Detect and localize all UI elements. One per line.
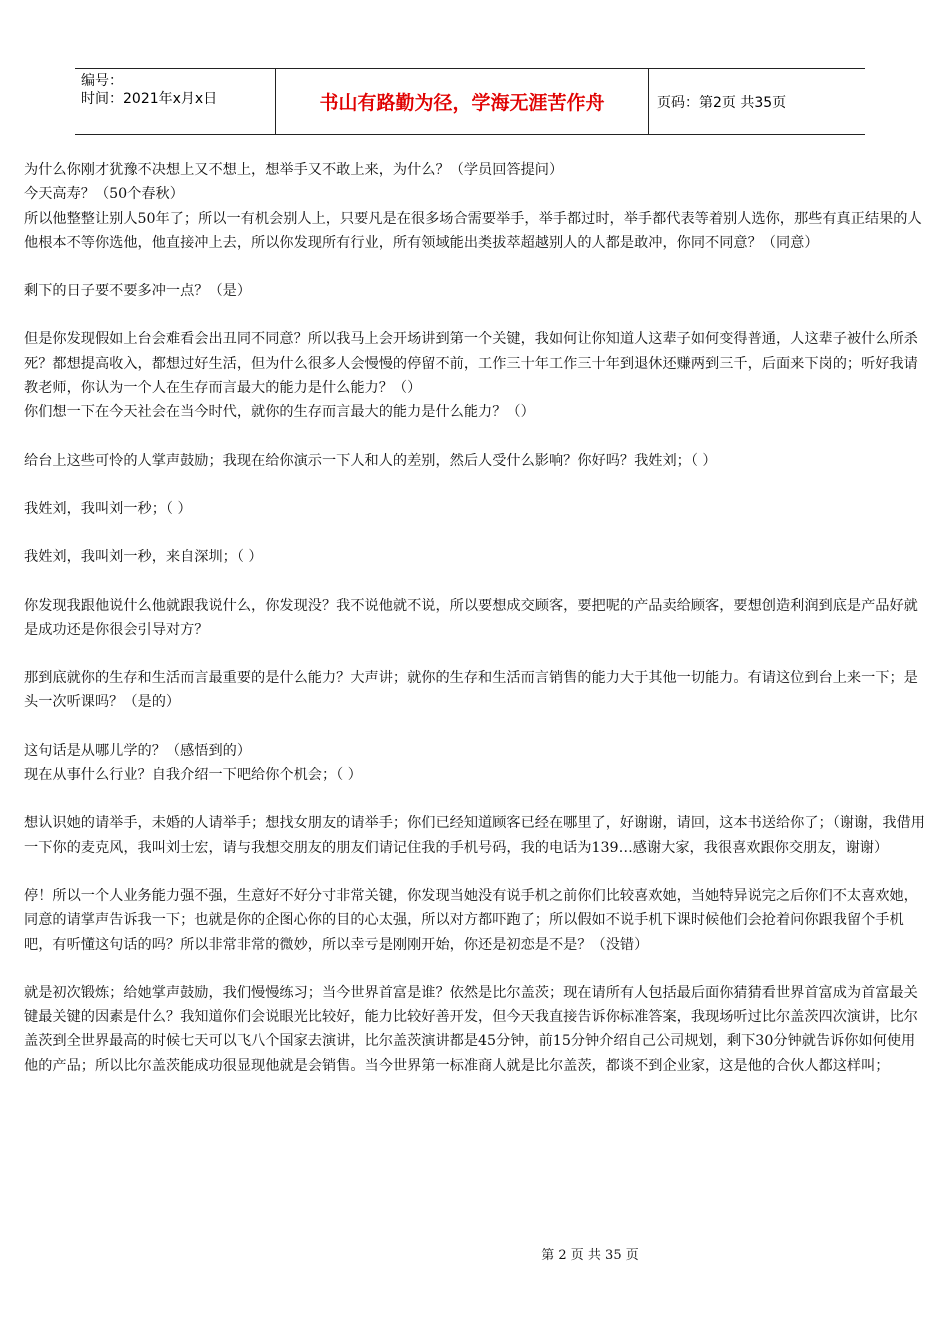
paragraph: 那到底就你的生存和生活而言最重要的是什么能力？大声讲；就你的生存和生活而言销售的能力大于其他一切能力。有请这位到台上来一下；是头一次听课吗？（是的） [24,670,918,711]
paragraph: 所以他整整让别人50年了；所以一有机会别人上，只要凡是在很多场合需要举手，举手都过时，举手都代表等着别人选你，那些有真正结果的人他根本不等你选他，他直接冲上去，所以你发现所有行业，所有领域能出类拔萃超越别人的人都是敢冲，你同不同意？（同意） [24,210,922,251]
paragraph: 但是你发现假如上台会难看会出丑同不同意？所以我马上会开场讲到第一个关键，我如何让你知道人这辈子如何变得普通，人这辈子被什么所杀死？都想提高收入，都想过好生活，但为什么很多人会慢慢的停留不前，工作三十年工作三十年到退休还赚两到三千，后面来下岗的；听好我请教老师，你认为一个人在生存而言最大的能力是什么能力？（） [24,331,918,397]
header-motto: 书山有路勤为径，学海无涯苦作舟 [275,69,649,134]
paragraph: 今天高寿？（50个春秋） [24,186,184,203]
page-header [75,68,865,135]
paragraph: 这句话是从哪儿学的？（感悟到的） [24,742,252,759]
header-page-number: 页码：第2页 共35页 [657,94,787,111]
paragraph: 为什么你刚才犹豫不决想上又不想上，想举手又不敢上来，为什么？（学员回答提问） [24,162,564,178]
paragraph: 停！所以一个人业务能力强不强，生意好不好分寸非常关键，你发现当她没有说手机之前你们比较喜欢她，当她特异说完之后你们不太喜欢她，同意的请掌声告诉我一下；也就是你的企图心你的目的心太强，所以对方都吓跑了；所以假如不说手机下课时候他们会抢着问你跟我留个手机吧，有听懂这句话的吗？所以非常非常的微妙，所以幸亏是刚刚开始，你还是初恋是不是？（没错） [24,887,918,953]
paragraph: 就是初次锻炼；给她掌声鼓励，我们慢慢练习；当今世界首富是谁？依然是比尔盖茨；现在请所有人包括最后面你猜猜看世界首富成为首富最关键最关键的因素是什么？我知道你们会说眼光比较好，能力比较好善开发，但今天我直接告诉你标准答案，我现场听过比尔盖茨四次演讲，比尔盖茨到全世界最高的时候七天可以飞八个国家去演讲，比尔盖茨演讲都是45分钟，前15分钟介绍自己公司规划，剩下30分钟就告诉你如何使用他的产品；所以比尔盖茨能成功很显现他就是会销售。当今世界第一标准商人就是比尔盖茨，都谈不到企业家，这是他的合伙人都这样叫； [24,984,918,1074]
paragraph: 给台上这些可怜的人掌声鼓励；我现在给你演示一下人和人的差别，然后人受什么影响？你好吗？我姓刘；（ ） [24,452,717,469]
paragraph: 现在从事什么行业？自我介绍一下吧给你个机会；（ ） [24,767,362,784]
paragraph: 我姓刘，我叫刘一秒，来自深圳；（ ） [24,549,263,566]
paragraph: 我姓刘，我叫刘一秒；（ ） [24,500,192,517]
page-footer: 第 2 页 共 35 页 [541,1248,639,1263]
paragraph: 你发现我跟他说什么他就跟我说什么，你发现没？我不说他就不说，所以要想成交顾客，要把呢的产品卖给顾客，要想创造利润到底是产品好就是成功还是你很会引导对方？ [24,597,918,638]
paragraph: 剩下的日子要不要多冲一点？（是） [24,283,252,300]
document-number-label: 编号： [81,73,123,89]
paragraph: 想认识她的请举手，未婚的人请举手；想找女朋友的请举手；你们已经知道顾客已经在哪里了，好谢谢，请回，这本书送给你了；（谢谢，我借用一下你的麦克风，我叫刘士宏，请与我想交朋友的朋友们请记住我的手机号码，我的电话为139…感谢大家，我很喜欢跟你交朋友，谢谢） [24,815,925,856]
document-body [24,158,929,1078]
paragraph: 你们想一下在今天社会在当今时代，就你的生存而言最大的能力是什么能力？（） [24,404,535,421]
header-meta [75,69,275,134]
document-time-label: 时间：2021年x月x日 [81,91,218,107]
